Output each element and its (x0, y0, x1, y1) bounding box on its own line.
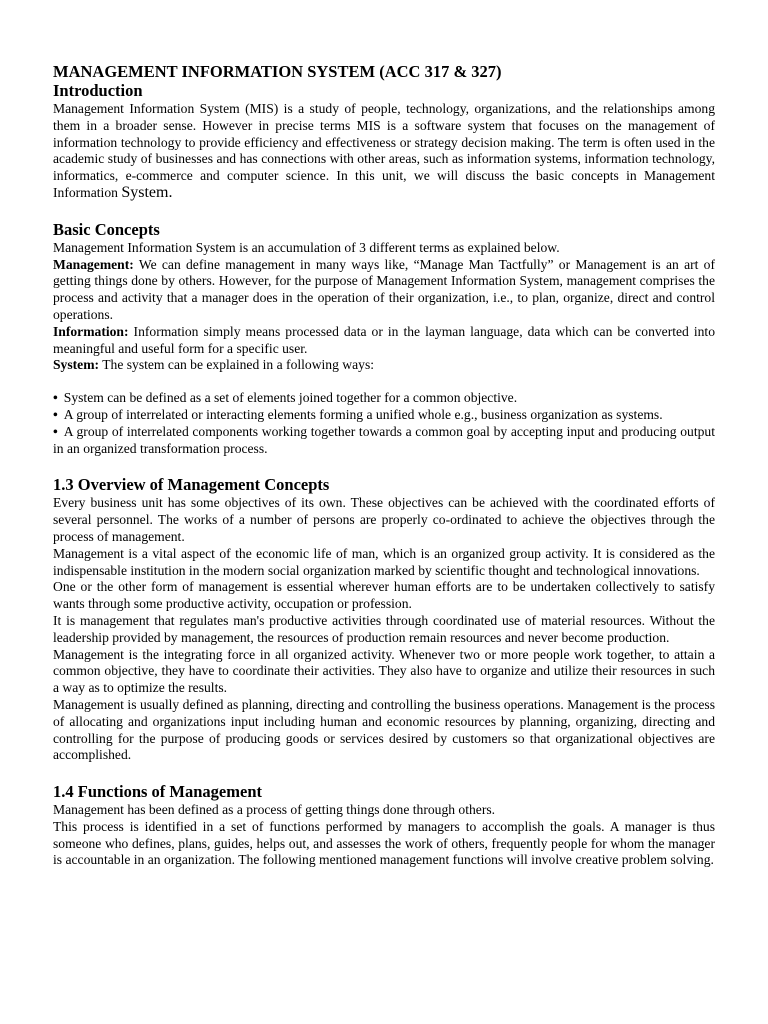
overview-paragraph: Management is the integrating force in all organized activity. Whenever two or more people work together, to attain a common objective, they have to coordinate their activities. They also have to organize and utilize their resources in such a way as to optimize the results. (53, 646, 715, 696)
document-title: MANAGEMENT INFORMATION SYSTEM (ACC 317 & 327) (53, 62, 502, 81)
overview-paragraph: Management is usually defined as planning, directing and controlling the business operations. Management is the process of allocating and organizations input including human and economic resources by planning, organizing, directing and controlling for the purpose of producing goods or services desired by customers so that organizational objectives are accomplished. (53, 696, 715, 763)
basic-concepts-lead: Management Information System is an accumulation of 3 different terms as explained below. (53, 239, 560, 255)
list-item: • A group of interrelated or interacting elements forming a unified whole e.g., business organization as systems. (53, 406, 663, 422)
introduction-heading: Introduction (53, 81, 143, 100)
overview-paragraph: Management is a vital aspect of the economic life of man, which is an organized group activity. It is considered as the indispensable institution in the modern social organization marked by scientific thought and technological innovations. (53, 545, 715, 578)
system-definition (53, 357, 715, 374)
bullet-icon: • (53, 423, 58, 439)
functions-paragraph: This process is identified in a set of functions performed by managers to accomplish the goals. A manager is thus someone who defines, plans, guides, helps out, and assesses the work of others, frequently people for whom the manager is accountable in an organization. The following mentioned management functions will involve creative problem solving. (53, 818, 715, 868)
overview-paragraph: It is management that regulates man's productive activities through coordinated use of material resources. Without the leadership provided by management, the resources of production remain resources and never become production. (53, 612, 715, 645)
overview-heading: 1.3 Overview of Management Concepts (53, 475, 330, 495)
overview-paragraph: Every business unit has some objectives of its own. These objectives can be achieved with the coordinated efforts of several personnel. The works of a number of persons are properly co-ordinated to achieve the objectives through the process of management. (53, 495, 715, 544)
bullet-icon: • (53, 406, 58, 422)
functions-paragraph: Management has been defined as a process of getting things done through others. (53, 802, 496, 818)
system-text: The system can be explained in a following ways: (99, 357, 375, 373)
management-definition (53, 257, 715, 324)
information-label: Information: (53, 323, 129, 339)
list-item: • System can be defined as a set of elements joined together for a common objective. (53, 390, 518, 406)
bullet-icon: • (53, 390, 58, 406)
introduction-text: Management Information System (MIS) is a study of people, technology, organizations, and the relationships among them in a broader sense. However in precise terms MIS is a software system that focuses on the management of information technology to provide efficiency and effectiveness or strategy decision making. The term is often used in the academic study of businesses and has connections with other areas, such as information systems, information technology, informatics, e-commerce and computer science. In this unit, we will discuss the basic concepts in Management Information (53, 101, 715, 200)
system-label: System: (53, 357, 100, 373)
basic-concepts-heading: Basic Concepts (53, 219, 160, 239)
management-text: We can define management in many ways like, “Manage Man Tactfully” or Management is an art of getting things done by others. However, for the purpose of Management Information System, management comprises the process and activity that a manager does in the operation of their organization, i.e., to plan, organize, direct and control operations. (53, 256, 715, 322)
information-text: Information simply means processed data or in the layman language, data which can be converted into meaningful and useful form for a specific user. (53, 323, 715, 356)
list-item: • A group of interrelated components working together towards a common goal by accepting input and producing output in an organized transformation process. (53, 423, 715, 456)
information-definition (53, 324, 715, 358)
functions-heading: 1.4 Functions of Management (53, 782, 262, 802)
system-bullet-list (53, 390, 715, 457)
introduction-paragraph (53, 101, 715, 202)
introduction-last-word: System. (121, 183, 173, 201)
overview-paragraph: One or the other form of management is essential wherever human efforts are to be undertaken collectively to satisfy wants through some productive activity, occupation or profession. (53, 579, 715, 612)
management-label: Management: (53, 256, 134, 272)
